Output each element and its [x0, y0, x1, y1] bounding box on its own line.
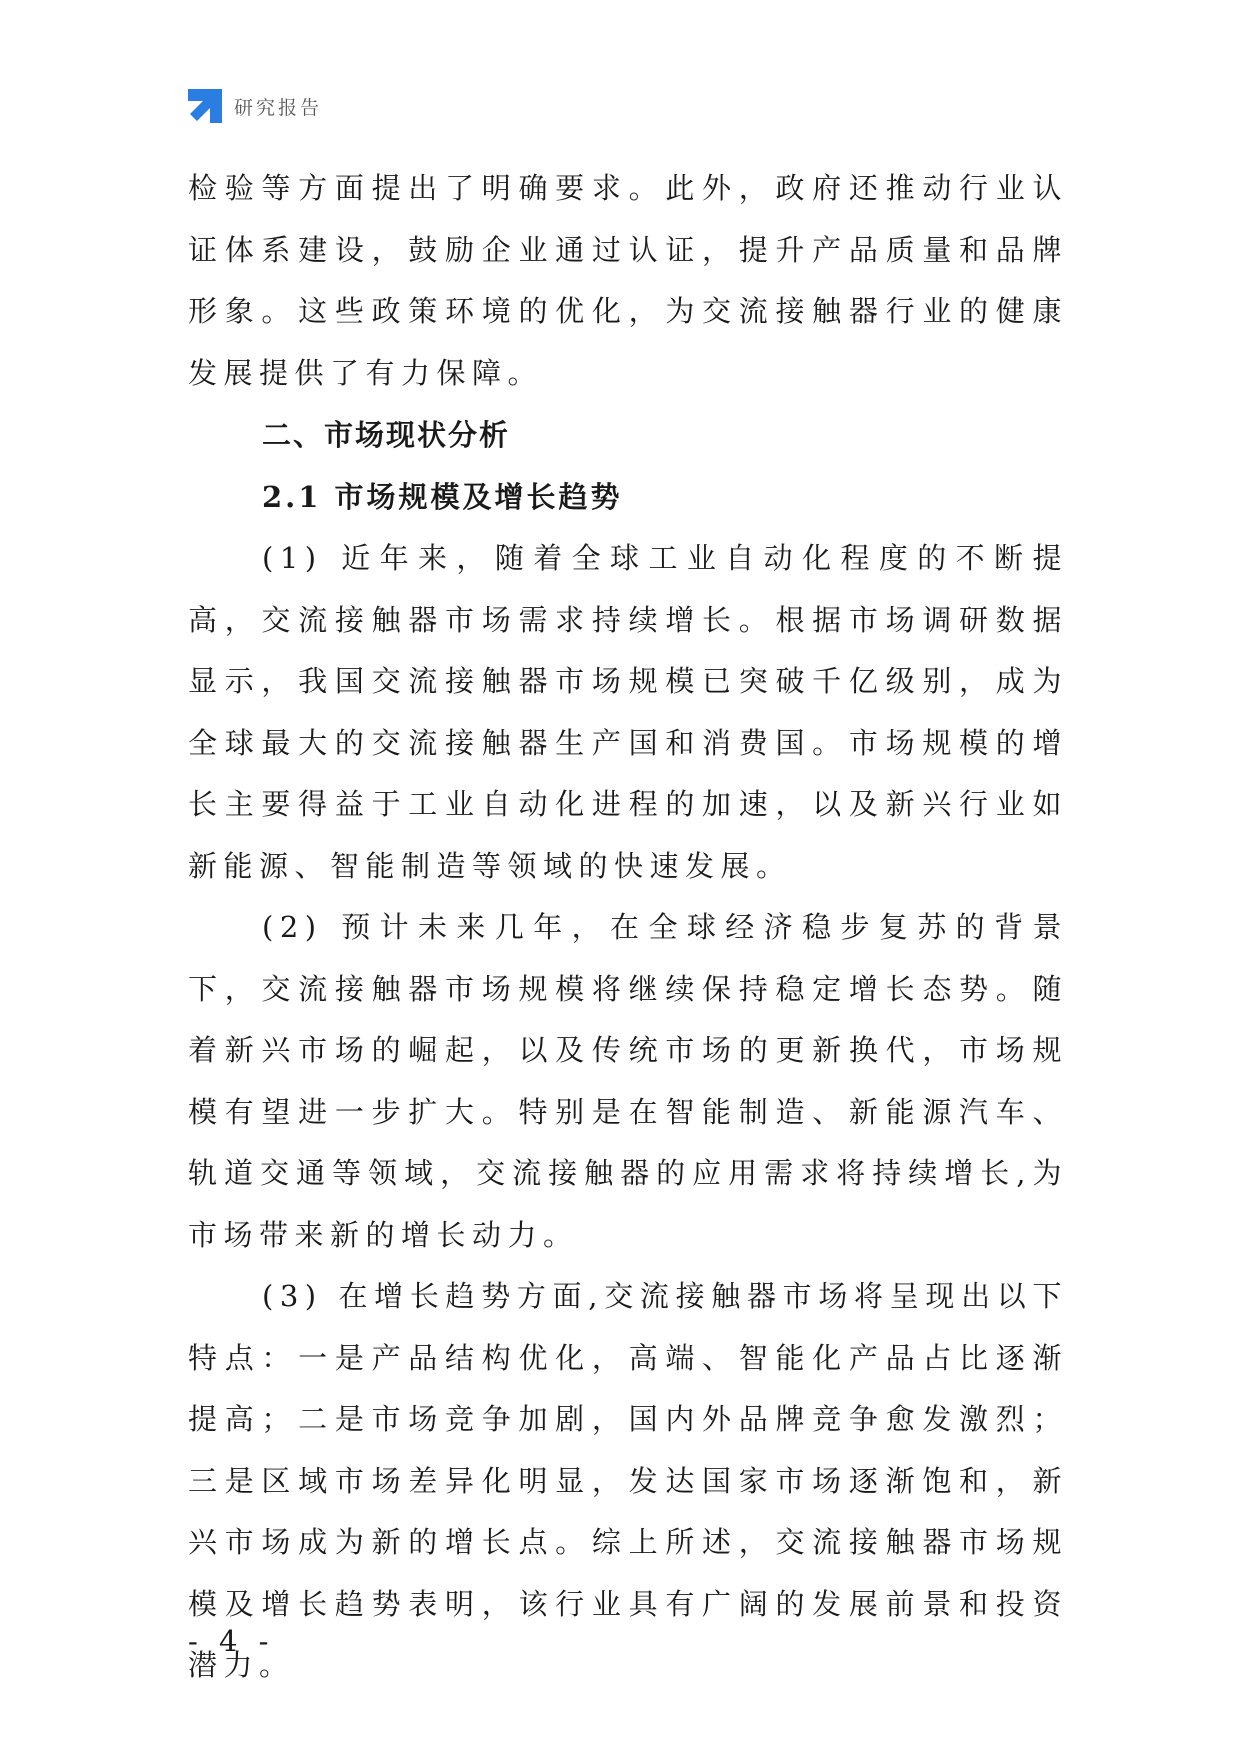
paragraph-item-3: (3) 在增长趋势方面,交流接触器市场将呈现出以下特点：一是产品结构优化，高端、智能化产品占比逐渐提高；二是市场竞争加剧，国内外品牌竞争愈发激烈；三是区域市场差异化明显，发达国家市场逐渐饱和，新兴市场成为新的增长点。综上所述，交流接触器市场规模及增长趋势表明，该行业具有广阔的发展前景和投资潜力。 — [188, 1279, 1068, 1682]
header-title: 研究报告 — [234, 96, 323, 119]
paragraph-item-1: (1) 近年来，随着全球工业自动化程度的不断提高，交流接触器市场需求持续增长。根据市场调研数据显示，我国交流接触器市场规模已突破千亿级别，成为全球最大的交流接触器生产国和消费国。市场规模的增长主要得益于工业自动化进程的加速，以及新兴行业如新能源、智能制造等领域的快速发展。 — [188, 541, 1068, 883]
document-body — [188, 158, 1068, 1697]
page-header — [188, 88, 322, 124]
paragraph-item-2: (2) 预计未来几年，在全球经济稳步复苏的背景下，交流接触器市场规模将继续保持稳定增长态势。随着新兴市场的崛起，以及传统市场的更新换代，市场规模有望进一步扩大。特别是在智能制造、新能源汽车、轨道交通等领域，交流接触器的应用需求将持续增长,为市场带来新的增长动力。 — [188, 910, 1068, 1252]
arrow-up-right-logo-icon — [188, 89, 222, 123]
paragraph-policy-continuation: 检验等方面提出了明确要求。此外，政府还推动行业认证体系建设，鼓励企业通过认证，提升产品质量和品牌形象。这些政策环境的优化，为交流接触器行业的健康发展提供了有力保障。 — [188, 171, 1068, 390]
page-number: - 4 - — [188, 1624, 275, 1658]
section-heading: 二、市场现状分析 — [262, 418, 511, 452]
subsection-heading: 2.1 市场规模及增长趋势 — [262, 480, 623, 514]
